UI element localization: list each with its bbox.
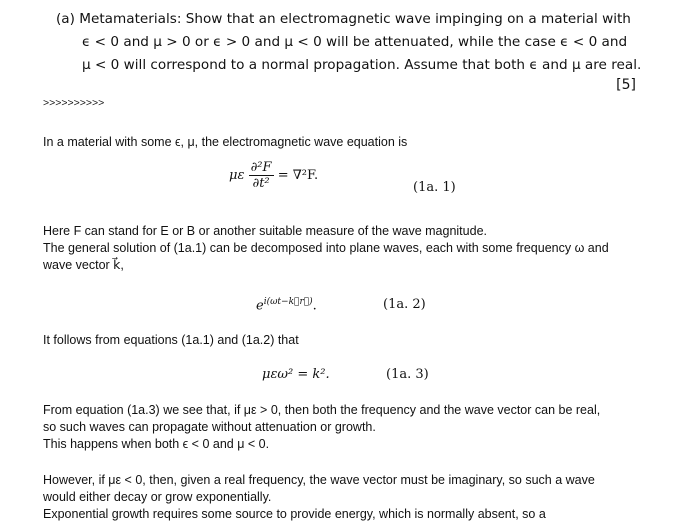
answer-paragraph-2-line-2: The general solution of (1a.1) can be decomposed into plane waves, each with some frequency ω and <box>43 241 609 255</box>
equation-1-fraction <box>249 160 274 191</box>
answer-paragraph-3: It follows from equations (1a.1) and (1a.2) that <box>43 333 299 347</box>
answer-paragraph-2-line-1: Here F can stand for E or B or another suitable measure of the wave magnitude. <box>43 224 487 238</box>
separator-line: >>>>>>>>>> <box>43 97 105 109</box>
equation-3-number: (1a. 3) <box>386 367 429 382</box>
equation-2-number: (1a. 2) <box>383 297 426 312</box>
equation-2 <box>256 297 317 313</box>
equation-1-numerator: ∂²F <box>250 160 272 175</box>
question-marks: [5] <box>616 77 636 93</box>
equation-2-tail: . <box>312 298 317 314</box>
answer-paragraph-4 <box>43 402 653 453</box>
equation-1-number: (1a. 1) <box>413 180 456 195</box>
question-line-2: ϵ < 0 and μ > 0 or ϵ > 0 and μ < 0 will be attenuated, while the case ϵ < 0 and <box>82 34 628 50</box>
equation-1-denominator: ∂t² <box>252 176 270 191</box>
answer-paragraph-5-line-1: However, if με < 0, then, given a real frequency, the wave vector must be imaginary, so such a wave <box>43 473 595 487</box>
equation-1-lhs: με <box>229 168 245 183</box>
answer-paragraph-5-line-2: would either decay or grow exponentially. <box>43 490 272 504</box>
question-block <box>56 8 642 77</box>
answer-paragraph-5-line-3: Exponential growth requires some source to provide energy, which is normally absent, so a <box>43 507 546 521</box>
equation-2-base: e <box>256 298 264 314</box>
equation-1 <box>229 160 318 191</box>
answer-paragraph-2-line-3: wave vector k⃗, <box>43 258 124 272</box>
answer-paragraph-4-line-2: so such waves can propagate without attenuation or growth. <box>43 420 376 434</box>
answer-paragraph-4-line-1: From equation (1a.3) we see that, if με > 0, then both the frequency and the wave vector can be real, <box>43 403 601 417</box>
question-line-1: (a) Metamaterials: Show that an electromagnetic wave impinging on a material with <box>56 11 631 27</box>
answer-paragraph-2 <box>43 223 653 274</box>
answer-paragraph-4-line-3: This happens when both ϵ < 0 and μ < 0. <box>43 437 270 451</box>
equation-1-rhs: = ∇²F. <box>277 168 319 183</box>
equation-3: μεω² = k². <box>262 367 330 382</box>
answer-paragraph-5 <box>43 472 653 523</box>
answer-paragraph-1: In a material with some ϵ, μ, the electromagnetic wave equation is <box>43 135 408 149</box>
question-line-3: μ < 0 will correspond to a normal propagation. Assume that both ϵ and μ are real. <box>82 57 642 73</box>
equation-2-exponent: i(ωt−k⃗r⃗) <box>263 297 313 307</box>
